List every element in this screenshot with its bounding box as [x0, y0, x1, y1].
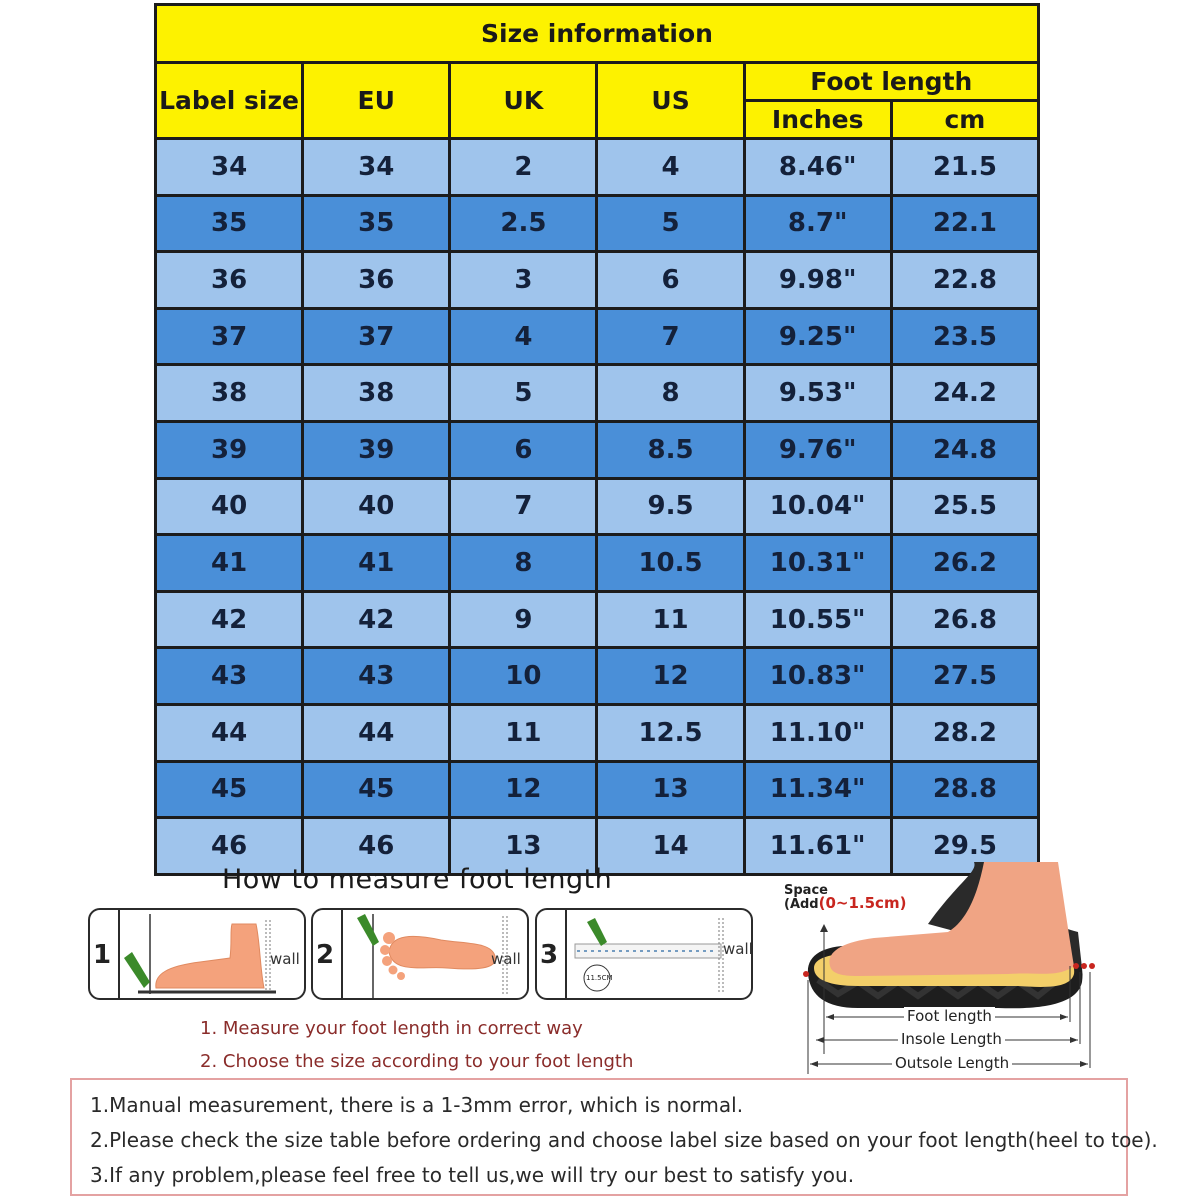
step-3-panel	[535, 908, 753, 1000]
header-cm: cm	[891, 101, 1038, 139]
cell-cm: 22.1	[891, 195, 1038, 252]
cell-cm: 25.5	[891, 478, 1038, 535]
header-uk: UK	[450, 63, 597, 139]
cell-cm: 27.5	[891, 648, 1038, 705]
cell-us: 12.5	[597, 704, 744, 761]
cell-us: 4	[597, 139, 744, 196]
step-2-number: 2	[316, 940, 335, 970]
cell-inches: 10.55"	[744, 591, 891, 648]
cell-inches: 11.34"	[744, 761, 891, 818]
cell-eu: 35	[303, 195, 450, 252]
cell-label: 36	[156, 252, 303, 309]
cell-eu: 39	[303, 421, 450, 478]
cell-inches: 8.46"	[744, 139, 891, 196]
cell-inches: 10.31"	[744, 535, 891, 592]
cell-uk: 9	[450, 591, 597, 648]
header-eu: EU	[303, 63, 450, 139]
cell-uk: 5	[450, 365, 597, 422]
table-row	[156, 535, 1039, 592]
size-rows	[156, 139, 1039, 875]
cell-label: 35	[156, 195, 303, 252]
table-row	[156, 308, 1039, 365]
table-row	[156, 591, 1039, 648]
cell-eu: 36	[303, 252, 450, 309]
cell-cm: 28.8	[891, 761, 1038, 818]
how-to-measure-title: How to measure foot length	[222, 864, 613, 895]
table-row	[156, 252, 1039, 309]
cell-uk: 11	[450, 704, 597, 761]
cell-cm: 28.2	[891, 704, 1038, 761]
cell-label: 39	[156, 421, 303, 478]
notes-box	[70, 1078, 1158, 1196]
cell-uk: 2	[450, 139, 597, 196]
cell-cm: 24.2	[891, 365, 1038, 422]
insole-length-label: Insole Length	[898, 1030, 1005, 1048]
cell-cm: 22.8	[891, 252, 1038, 309]
table-row	[156, 195, 1039, 252]
step-1-wall-label: wall	[270, 950, 300, 968]
cell-label: 42	[156, 591, 303, 648]
step-1-number: 1	[93, 940, 112, 970]
cell-inches: 9.98"	[744, 252, 891, 309]
cell-eu: 43	[303, 648, 450, 705]
cell-uk: 10	[450, 648, 597, 705]
cell-us: 13	[597, 761, 744, 818]
cell-inches: 11.61"	[744, 818, 891, 875]
cell-cm: 26.8	[891, 591, 1038, 648]
cell-eu: 38	[303, 365, 450, 422]
cell-cm: 26.2	[891, 535, 1038, 592]
foot-length-label: Foot length	[904, 1007, 995, 1025]
cell-cm: 23.5	[891, 308, 1038, 365]
cell-us: 6	[597, 252, 744, 309]
cell-cm: 29.5	[891, 818, 1038, 875]
instruction-2: 2. Choose the size according to your foot length	[200, 1051, 634, 1072]
cell-uk: 2.5	[450, 195, 597, 252]
table-row	[156, 648, 1039, 705]
cell-label: 46	[156, 818, 303, 875]
cell-inches: 10.83"	[744, 648, 891, 705]
space-label: Space (Add(0~1.5cm)	[784, 883, 907, 912]
cell-uk: 4	[450, 308, 597, 365]
table-row	[156, 365, 1039, 422]
cell-eu: 40	[303, 478, 450, 535]
table-row	[156, 421, 1039, 478]
cell-us: 9.5	[597, 478, 744, 535]
outsole-length-label: Outsole Length	[892, 1054, 1012, 1072]
size-table	[154, 3, 1040, 876]
cell-eu: 44	[303, 704, 450, 761]
cell-inches: 9.76"	[744, 421, 891, 478]
note-2: 2.Please check the size table before ordering and choose label size based on your foot length(heel to toe).	[90, 1128, 1158, 1152]
step-3-number: 3	[540, 940, 559, 970]
cell-inches: 8.7"	[744, 195, 891, 252]
instruction-1: 1. Measure your foot length in correct way	[200, 1018, 583, 1039]
cell-us: 12	[597, 648, 744, 705]
note-1: 1.Manual measurement, there is a 1-3mm error, which is normal.	[90, 1093, 744, 1117]
cell-label: 38	[156, 365, 303, 422]
cell-us: 8.5	[597, 421, 744, 478]
step-2-wall-label: wall	[491, 950, 521, 968]
cell-label: 43	[156, 648, 303, 705]
cell-label: 34	[156, 139, 303, 196]
cell-eu: 37	[303, 308, 450, 365]
table-row	[156, 139, 1039, 196]
cell-eu: 42	[303, 591, 450, 648]
cell-eu: 46	[303, 818, 450, 875]
cell-inches: 9.53"	[744, 365, 891, 422]
cell-us: 7	[597, 308, 744, 365]
cell-us: 10.5	[597, 535, 744, 592]
header-inches: Inches	[744, 101, 891, 139]
cell-label: 45	[156, 761, 303, 818]
table-row	[156, 761, 1039, 818]
cell-uk: 12	[450, 761, 597, 818]
shoe-length-diagram	[778, 862, 1108, 1076]
header-label-size: Label size	[156, 63, 303, 139]
cell-uk: 3	[450, 252, 597, 309]
cell-label: 40	[156, 478, 303, 535]
header-us: US	[597, 63, 744, 139]
note-3: 3.If any problem,please feel free to tell us,we will try our best to satisfy you.	[90, 1163, 855, 1187]
cell-cm: 24.8	[891, 421, 1038, 478]
ruler-badge: 11.5CM	[586, 974, 613, 982]
cell-us: 8	[597, 365, 744, 422]
cell-uk: 13	[450, 818, 597, 875]
header-foot-length: Foot length	[744, 63, 1038, 101]
cell-eu: 45	[303, 761, 450, 818]
cell-inches: 9.25"	[744, 308, 891, 365]
step-3-wall-label: wall	[723, 940, 753, 958]
cell-uk: 8	[450, 535, 597, 592]
step-2-panel	[311, 908, 529, 1000]
cell-cm: 21.5	[891, 139, 1038, 196]
cell-inches: 10.04"	[744, 478, 891, 535]
table-title: Size information	[156, 5, 1039, 63]
cell-uk: 7	[450, 478, 597, 535]
cell-inches: 11.10"	[744, 704, 891, 761]
cell-label: 41	[156, 535, 303, 592]
step-1-panel	[88, 908, 306, 1000]
cell-uk: 6	[450, 421, 597, 478]
cell-us: 5	[597, 195, 744, 252]
cell-us: 14	[597, 818, 744, 875]
cell-label: 37	[156, 308, 303, 365]
cell-eu: 41	[303, 535, 450, 592]
cell-eu: 34	[303, 139, 450, 196]
cell-us: 11	[597, 591, 744, 648]
table-row	[156, 478, 1039, 535]
table-row	[156, 704, 1039, 761]
cell-label: 44	[156, 704, 303, 761]
